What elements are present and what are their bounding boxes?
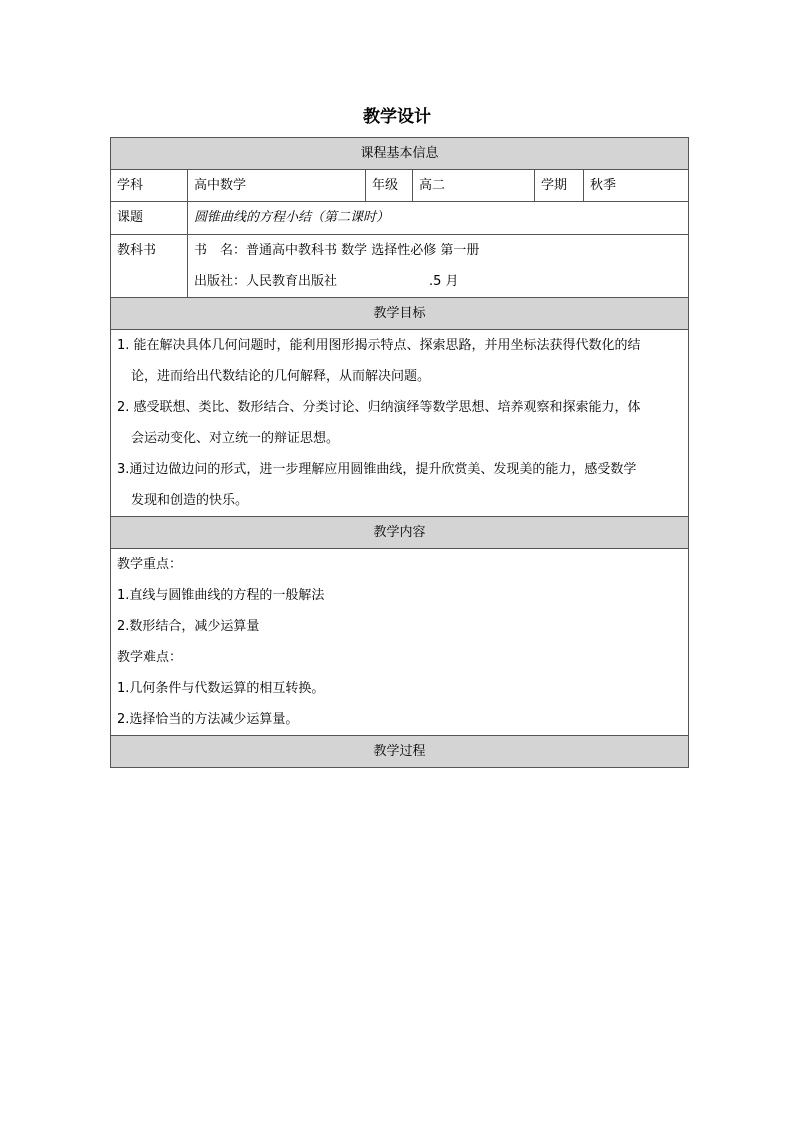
textbook-info bbox=[188, 235, 689, 298]
publisher-text: 出版社：人民教育出版社 bbox=[194, 274, 338, 289]
content-header-row bbox=[111, 517, 689, 549]
objective-item bbox=[117, 454, 682, 516]
textbook-label-text: 教科书 bbox=[117, 243, 157, 258]
objective-2-cont: 会运动变化、对立统一的辩证思想。 bbox=[131, 431, 340, 446]
objective-1-first: 1. 能在解决具体几何问题时，能利用图形揭示特点、探索思路，并用坐标法获得代数化的结 bbox=[117, 338, 641, 353]
content-header: 教学内容 bbox=[111, 517, 689, 549]
term-value: 秋季 bbox=[584, 170, 689, 202]
process-header-row bbox=[111, 736, 689, 768]
difficult-point-item: 1.几何条件与代数运算的相互转换。 bbox=[117, 681, 325, 696]
basic-info-header: 课程基本信息 bbox=[111, 138, 689, 170]
objective-3-cont: 发现和创造的快乐。 bbox=[131, 493, 249, 508]
term-label: 学期 bbox=[535, 170, 584, 202]
key-points-label: 教学重点： bbox=[117, 557, 183, 572]
textbook-label bbox=[111, 235, 188, 298]
content-body bbox=[111, 549, 689, 736]
subject-row bbox=[111, 170, 689, 202]
subject-value: 高中数学 bbox=[188, 170, 366, 202]
objective-item bbox=[117, 330, 682, 392]
key-point-item: 1.直线与圆锥曲线的方程的一般解法 bbox=[117, 588, 325, 603]
textbook-name-line: 书 名：普通高中教科书 数学 选择性必修 第一册 bbox=[194, 243, 480, 258]
grade-value: 高二 bbox=[413, 170, 535, 202]
process-header: 教学过程 bbox=[111, 736, 689, 768]
textbook-row bbox=[111, 235, 689, 298]
topic-row bbox=[111, 202, 689, 235]
objective-3-first: 3.通过边做边问的形式，进一步理解应用圆锥曲线，提升欣赏美、发现美的能力，感受数学 bbox=[117, 462, 637, 477]
publish-date: .5 月 bbox=[429, 274, 459, 289]
objectives-header: 教学目标 bbox=[111, 298, 689, 330]
key-point-item: 2.数形结合，减少运算量 bbox=[117, 619, 260, 634]
lesson-plan-table bbox=[110, 137, 689, 768]
basic-info-header-row bbox=[111, 138, 689, 170]
grade-label: 年级 bbox=[366, 170, 413, 202]
objective-item bbox=[117, 392, 682, 454]
objectives-body bbox=[111, 330, 689, 517]
topic-label: 课题 bbox=[111, 202, 188, 235]
page-title: 教学设计 bbox=[363, 107, 431, 127]
publisher-line bbox=[194, 266, 682, 297]
content-row bbox=[111, 549, 689, 736]
objectives-row bbox=[111, 330, 689, 517]
objective-2-first: 2. 感受联想、类比、数形结合、分类讨论、归纳演绎等数学思想、培养观察和探索能力，体 bbox=[117, 400, 641, 415]
difficult-point-item: 2.选择恰当的方法减少运算量。 bbox=[117, 712, 299, 727]
subject-label: 学科 bbox=[111, 170, 188, 202]
difficult-points-label: 教学难点： bbox=[117, 650, 183, 665]
objectives-header-row bbox=[111, 298, 689, 330]
topic-value: 圆锥曲线的方程小结（第二课时） bbox=[188, 202, 689, 235]
objective-1-cont: 论，进而给出代数结论的几何解释，从而解决问题。 bbox=[131, 369, 431, 384]
